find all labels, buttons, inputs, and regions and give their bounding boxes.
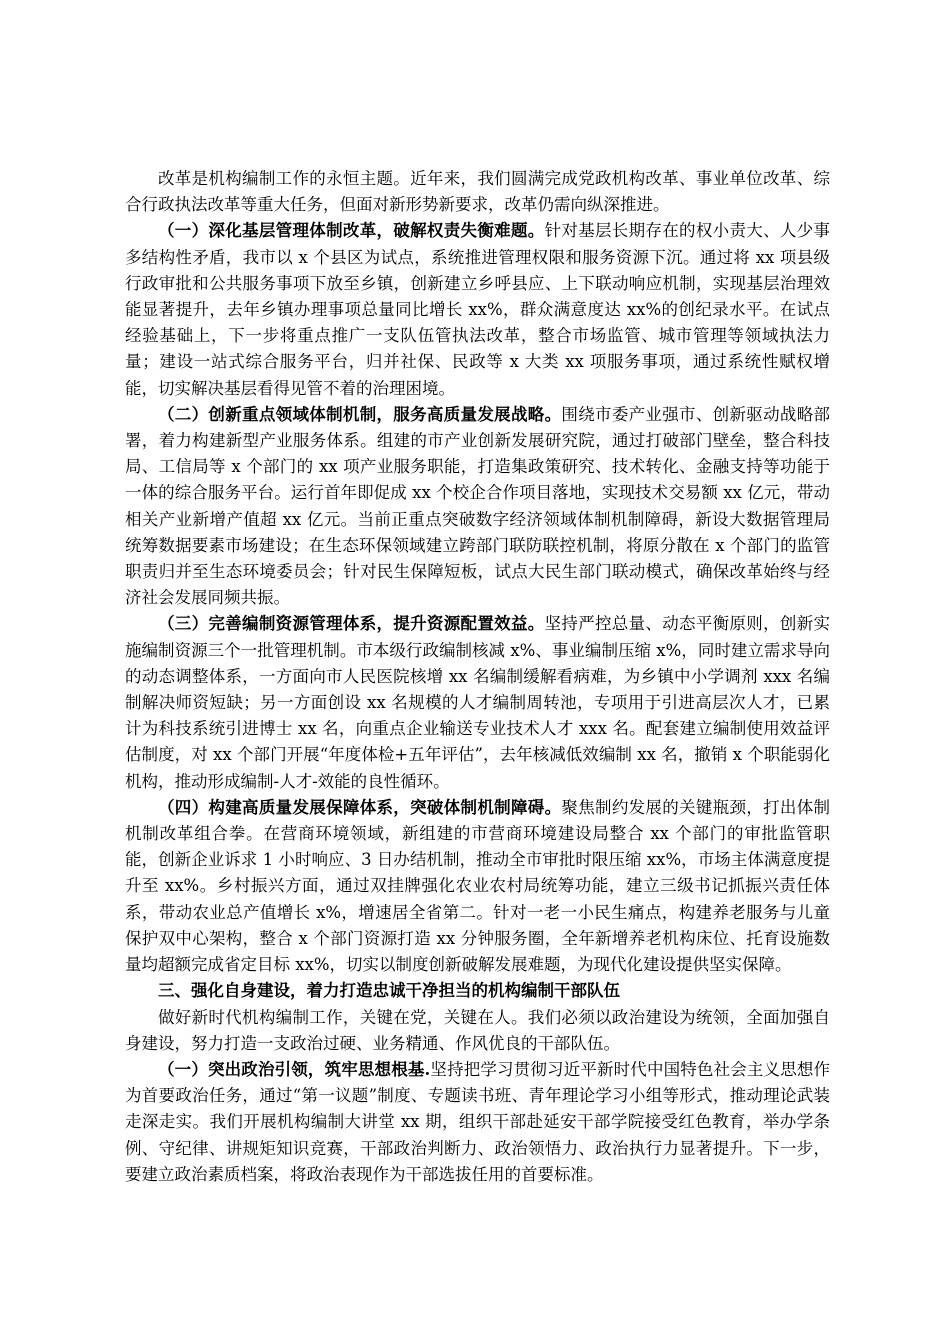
final-section-paragraph xyxy=(125,1057,830,1188)
section-2-paragraph xyxy=(125,402,830,612)
chapter-heading: 三、强化自身建设，着力打造忠诚干净担当的机构编制干部队伍 xyxy=(158,981,620,1001)
section-2-body: 围绕市委产业强市、创新驱动战略部署，着力构建新型产业服务体系。组建的市产业创新发展研究院，通过打破部门壁垒，整合科技局、工信局等 x 个部门的 xx 项产业服务职能，打造集政策研究、技术转化、金融支持等功能于一体的综合服务平台。运行首年即促成 xx 个校企合作项目落地，实现技术交易额 xx 亿元，带动相关产业新增产值超 xx 亿元。当前正重点突破数字经济领域体制机制障碍，新设大数据管理局统筹数据要素市场建设；在生态环保领域建立跨部门联防联控机制，将原分散在 x 个部门的监管职责归并至生态环境委员会；针对民生保障短板，试点大民生部门联动模式，确保改革始终与经济社会发展同频共振。 xyxy=(125,404,831,608)
section-1-lead: （一）深化基层管理体制改革，破解权责失衡难题。 xyxy=(158,221,545,241)
final-section-lead: （一）突出政治引领，筑牢思想根基. xyxy=(158,1059,431,1079)
section-4-body: 聚焦制约发展的关键瓶颈，打出体制机制改革组合拳。在营商环境领域，新组建的市营商环境建设局整合 xx 个部门的审批监管职能，创新企业诉求 1 小时响应、3 日办结机制，推动全市审批时限压缩 xx%，市场主体满意度提升至 xx%。乡村振兴方面，通过双挂牌强化农业农村局统筹功能，建立三级书记抓振兴责任体系，带动农业总产值增长 x%，增速居全省第二。针对一老一小民生痛点，构建养老服务与儿童保护双中心架构，整合 x 个部门资源打造 xx 分钟服务圈，全年新增养老机构床位、托育设施数量均超额完成省定目标 xx%，切实以制度创新破解发展难题，为现代化建设提供坚实保障。 xyxy=(125,797,831,975)
document-page xyxy=(125,166,830,1188)
section-1-body: 针对基层长期存在的权小责大、人少事多结构性矛盾，我市以 x 个县区为试点，系统推进管理权限和服务资源下沉。通过将 xx 项县级行政审批和公共服务事项下放至乡镇，创新建立乡呼县应、上下联动响应机制，实现基层治理效能显著提升，去年乡镇办理事项总量同比增长 xx%，群众满意度达 xx%的创纪录水平。在试点经验基础上，下一步将重点推广一支队伍管执法改革，整合市场监管、城市管理等领域执法力量；建设一站式综合服务平台，归并社保、民政等 x 大类 xx 项服务事项，通过系统性赋权增能，切实解决基层看得见管不着的治理困境。 xyxy=(125,221,831,398)
section-2-lead: （二）创新重点领域体制机制，服务高质量发展战略。 xyxy=(158,404,562,424)
final-section-body: 坚持把学习贯彻习近平新时代中国特色社会主义思想作为首要政治任务，通过“第一议题”制度、专题读书班、青年理论学习小组等形式，推动理论武装走深走实。我们开展机构编制大讲堂 xx 期，组织干部赴延安干部学院接受红色教育，举办学条例、守纪律、讲规矩知识竞赛，干部政治判断力、政治领悟力、政治执行力显著提升。下一步，要建立政治素质档案，将政治表现作为干部选拔任用的首要标准。 xyxy=(125,1059,830,1184)
intro-paragraph: 改革是机构编制工作的永恒主题。近年来，我们圆满完成党政机构改革、事业单位改革、综合行政执法改革等重大任务，但面对新形势新要求，改革仍需向纵深推进。 xyxy=(125,169,830,215)
section-3-paragraph xyxy=(125,611,830,794)
section-4-lead: （四）构建高质量发展保障体系，突破体制机制障碍。 xyxy=(158,797,562,817)
chapter-intro-paragraph: 做好新时代机构编制工作，关键在党，关键在人。我们必须以政治建设为统领，全面加强自身建设，努力打造一支政治过硬、业务精通、作风优良的干部队伍。 xyxy=(125,1007,830,1053)
section-3-body: 坚持严控总量、动态平衡原则，创新实施编制资源三个一批管理机制。市本级行政编制核减 x%、事业编制压缩 x%，同时建立需求导向的动态调整体系，一方面向市人民医院核增 xx 名编制缓解看病难，为乡镇中小学调剂 xxx 名编制解决师资短缺；另一方面创设 xx 名规模的人才编制周转池，专项用于引进高层次人才，已累计为科技系统引进博士 xx 名，向重点企业输送专业技术人才 xxx 名。配套建立编制使用效益评估制度，对 xx 个部门开展“年度体检+五年评估”，去年核减低效编制 xx 名，撤销 x 个职能弱化机构，推动形成编制-人才-效能的良性循环。 xyxy=(125,614,831,791)
section-1-paragraph xyxy=(125,218,830,401)
section-3-lead: （三）完善编制资源管理体系，提升资源配置效益。 xyxy=(158,614,545,634)
section-4-paragraph xyxy=(125,795,830,978)
